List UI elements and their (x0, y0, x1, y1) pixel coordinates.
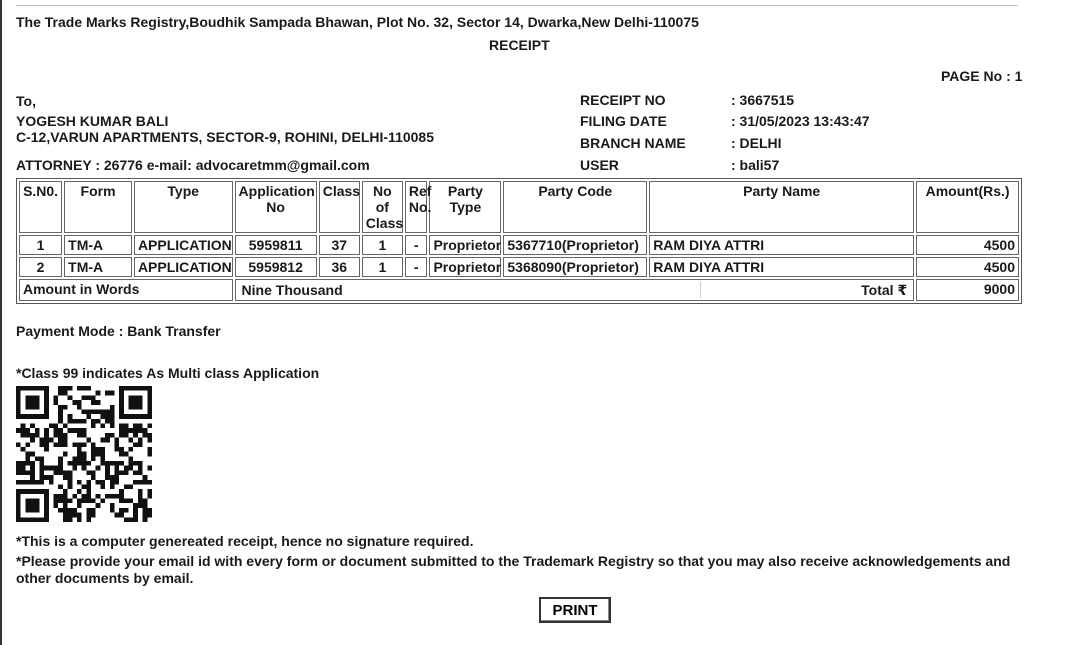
cell-form: TM-A (64, 235, 132, 255)
cell-sno: 1 (19, 235, 62, 255)
header-party-name: Party Name (649, 181, 914, 233)
header-ref-no: Ref No. (405, 181, 428, 233)
receipt-title: RECEIPT (489, 37, 550, 53)
header-form: Form (64, 181, 132, 233)
cell-type: APPLICATION (134, 257, 233, 277)
cell-party-code: 5368090(Proprietor) (503, 257, 647, 277)
table-header-row (19, 181, 1019, 233)
signature-note: *This is a computer genereated receipt, hence no signature required. (16, 533, 474, 549)
payment-mode: Payment Mode : Bank Transfer (16, 323, 221, 339)
total-value: 9000 (916, 279, 1019, 301)
amount-in-words-label: Amount in Words (19, 279, 233, 301)
cell-amount: 4500 (916, 235, 1019, 255)
cell-class: 36 (319, 257, 360, 277)
cell-sno: 2 (19, 257, 62, 277)
table-row (19, 257, 1019, 277)
amount-in-words: Nine Thousand (241, 282, 343, 298)
registry-address: The Trade Marks Registry,Boudhik Sampada Bhawan, Plot No. 32, Sector 14, Dwarka,New Delhi-110075 (16, 14, 699, 30)
amount-in-words-cell (235, 279, 915, 301)
header-sno: S.N0. (19, 181, 62, 233)
header-no-of-class: No of Class (362, 181, 403, 233)
cell-party-type: Proprietor (429, 235, 501, 255)
amount-words-row (19, 279, 1019, 301)
header-amount: Amount(Rs.) (916, 181, 1019, 233)
print-button[interactable]: PRINT (539, 597, 611, 623)
class-note: *Class 99 indicates As Multi class Application (16, 365, 320, 381)
table-row (19, 235, 1019, 255)
header-application-no: Application No (235, 181, 317, 233)
header-party-code: Party Code (503, 181, 647, 233)
filing-date-label: FILING DATE (580, 113, 667, 129)
receipt-no-value: : 3667515 (731, 92, 795, 108)
header-type: Type (134, 181, 233, 233)
top-divider (16, 5, 1018, 6)
total-label: Total ₹ (700, 282, 907, 298)
email-note-line-2: other documents by email. (16, 570, 194, 586)
email-note-line-1: *Please provide your email id with every form or document submitted to the Trademark Registry so that you may also receive acknowledgements and (16, 553, 1011, 569)
branch-name-value: : DELHI (731, 135, 782, 151)
cell-type: APPLICATION (134, 235, 233, 255)
page-number: PAGE No : 1 (941, 68, 1023, 84)
header-class: Class (319, 181, 360, 233)
branch-name-label: BRANCH NAME (580, 135, 686, 151)
cell-party-name: RAM DIYA ATTRI (649, 235, 914, 255)
receipt-no-label: RECEIPT NO (580, 92, 666, 108)
user-value: : bali57 (731, 157, 780, 173)
cell-application-no: 5959812 (235, 257, 317, 277)
cell-party-name: RAM DIYA ATTRI (649, 257, 914, 277)
cell-ref-no: - (405, 235, 428, 255)
attorney-line: ATTORNEY : 26776 e-mail: advocaretmm@gmail.com (16, 157, 370, 173)
cell-application-no: 5959811 (235, 235, 317, 255)
cell-no-of-class: 1 (362, 235, 403, 255)
filing-date-value: : 31/05/2023 13:43:47 (731, 113, 870, 129)
cell-ref-no: - (405, 257, 428, 277)
cell-class: 37 (319, 235, 360, 255)
user-label: USER (580, 157, 619, 173)
cell-amount: 4500 (916, 257, 1019, 277)
cell-party-type: Proprietor (429, 257, 501, 277)
cell-no-of-class: 1 (362, 257, 403, 277)
header-party-type: Party Type (429, 181, 501, 233)
qr-code-image (16, 386, 152, 522)
to-label: To, (16, 93, 36, 109)
recipient-name: YOGESH KUMAR BALI (16, 113, 169, 129)
receipt-table (16, 178, 1022, 304)
cell-form: TM-A (64, 257, 132, 277)
cell-party-code: 5367710(Proprietor) (503, 235, 647, 255)
recipient-address: C-12,VARUN APARTMENTS, SECTOR-9, ROHINI, DELHI-110085 (16, 129, 435, 145)
